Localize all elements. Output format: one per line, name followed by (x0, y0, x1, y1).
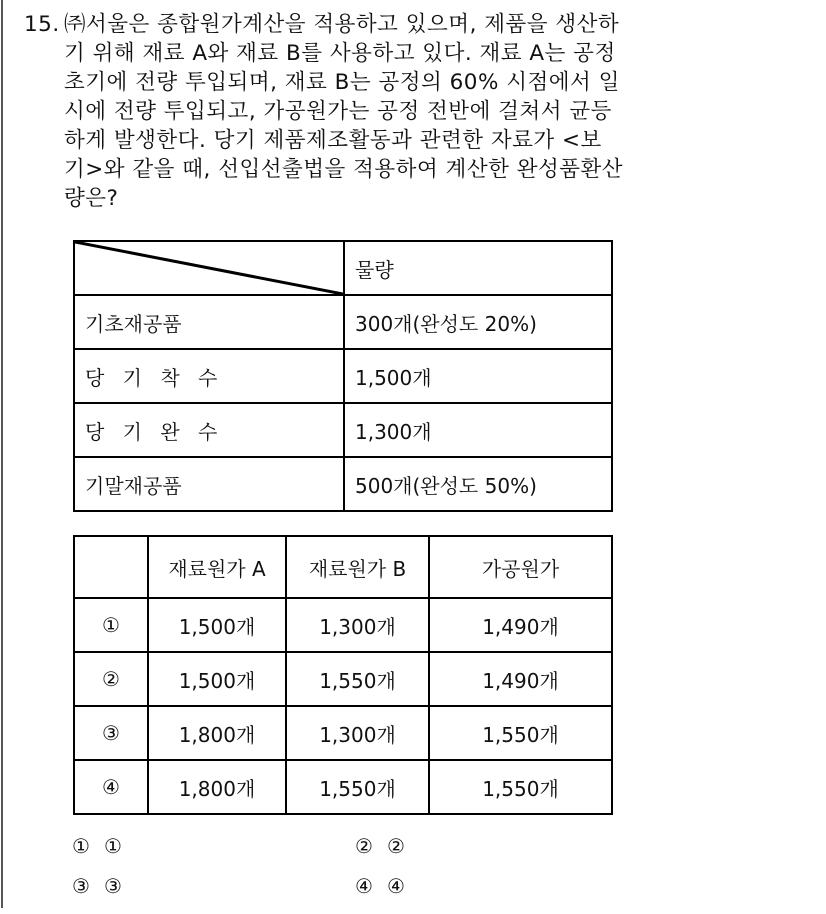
conversion-value: 1,550개 (429, 706, 612, 760)
quantity-table (73, 240, 613, 512)
choice-mark: ③ (72, 874, 90, 898)
table-row (74, 403, 612, 457)
question-line-4: 시에 전량 투입되고, 가공원가는 공정 전반에 걸쳐서 균등 (64, 99, 612, 124)
option-mark: ④ (74, 760, 148, 814)
question-line-2: 기 위해 재료 A와 재료 B를 사용하고 있다. 재료 A는 공정 (64, 41, 616, 66)
choice-value: ② (386, 834, 405, 858)
question-text: ㈜서울은 종합원가계산을 적용하고 있으며, 제품을 생산하 (64, 12, 620, 37)
material-a-value: 1,800개 (148, 760, 286, 814)
row-label: 당 기 완 수 (74, 403, 344, 457)
material-a-value: 1,500개 (148, 598, 286, 652)
question-line-7: 량은? (64, 186, 119, 211)
conversion-value: 1,490개 (429, 652, 612, 706)
choice-value: ③ (103, 874, 122, 898)
table-row (74, 457, 612, 511)
option-mark: ③ (74, 706, 148, 760)
material-a-value: 1,500개 (148, 652, 286, 706)
table-row (74, 706, 612, 760)
choice-4[interactable] (355, 874, 419, 898)
row-value: 1,500개 (344, 349, 612, 403)
quantity-header: 물량 (344, 241, 612, 295)
option-mark: ① (74, 598, 148, 652)
answer-choices (72, 834, 672, 914)
page-left-border (1, 0, 3, 908)
table-row (74, 295, 612, 349)
choice-3[interactable] (72, 874, 136, 898)
material-a-value: 1,800개 (148, 706, 286, 760)
header-material-a: 재료원가 A (148, 536, 286, 598)
diagonal-corner-cell (74, 241, 344, 295)
question-number: 15. (24, 12, 60, 37)
row-value: 1,300개 (344, 403, 612, 457)
header-blank (74, 536, 148, 598)
table-row (74, 349, 612, 403)
table-row (74, 598, 612, 652)
options-table (73, 535, 613, 815)
choice-row (72, 834, 672, 874)
diagonal-line-icon (75, 242, 343, 294)
material-b-value: 1,300개 (286, 706, 429, 760)
choice-row (72, 874, 672, 914)
choice-mark: ④ (355, 874, 373, 898)
question-line-5: 하게 발생한다. 당기 제품제조활동과 관련한 자료가 <보 (64, 128, 602, 153)
choice-value: ④ (386, 874, 405, 898)
header-conversion: 가공원가 (429, 536, 612, 598)
question-block (24, 10, 814, 213)
question-line-6: 기>와 같을 때, 선입선출법을 적용하여 계산한 완성품환산 (64, 157, 624, 182)
table-row (74, 652, 612, 706)
material-b-value: 1,550개 (286, 760, 429, 814)
row-value: 300개(완성도 20%) (344, 295, 612, 349)
choice-mark: ① (72, 834, 90, 858)
material-b-value: 1,550개 (286, 652, 429, 706)
conversion-value: 1,490개 (429, 598, 612, 652)
table-row (74, 760, 612, 814)
row-label: 기초재공품 (74, 295, 344, 349)
question-line-1 (24, 10, 814, 39)
choice-2[interactable] (355, 834, 419, 858)
choice-1[interactable] (72, 834, 136, 858)
conversion-value: 1,550개 (429, 760, 612, 814)
row-label: 기말재공품 (74, 457, 344, 511)
header-material-b: 재료원가 B (286, 536, 429, 598)
choice-value: ① (103, 834, 122, 858)
row-label: 당 기 착 수 (74, 349, 344, 403)
choice-mark: ② (355, 834, 373, 858)
material-b-value: 1,300개 (286, 598, 429, 652)
quantity-table-header (74, 241, 612, 295)
row-value: 500개(완성도 50%) (344, 457, 612, 511)
question-line-3: 초기에 전량 투입되며, 재료 B는 공정의 60% 시점에서 일 (64, 70, 620, 95)
options-table-header (74, 536, 612, 598)
option-mark: ② (74, 652, 148, 706)
